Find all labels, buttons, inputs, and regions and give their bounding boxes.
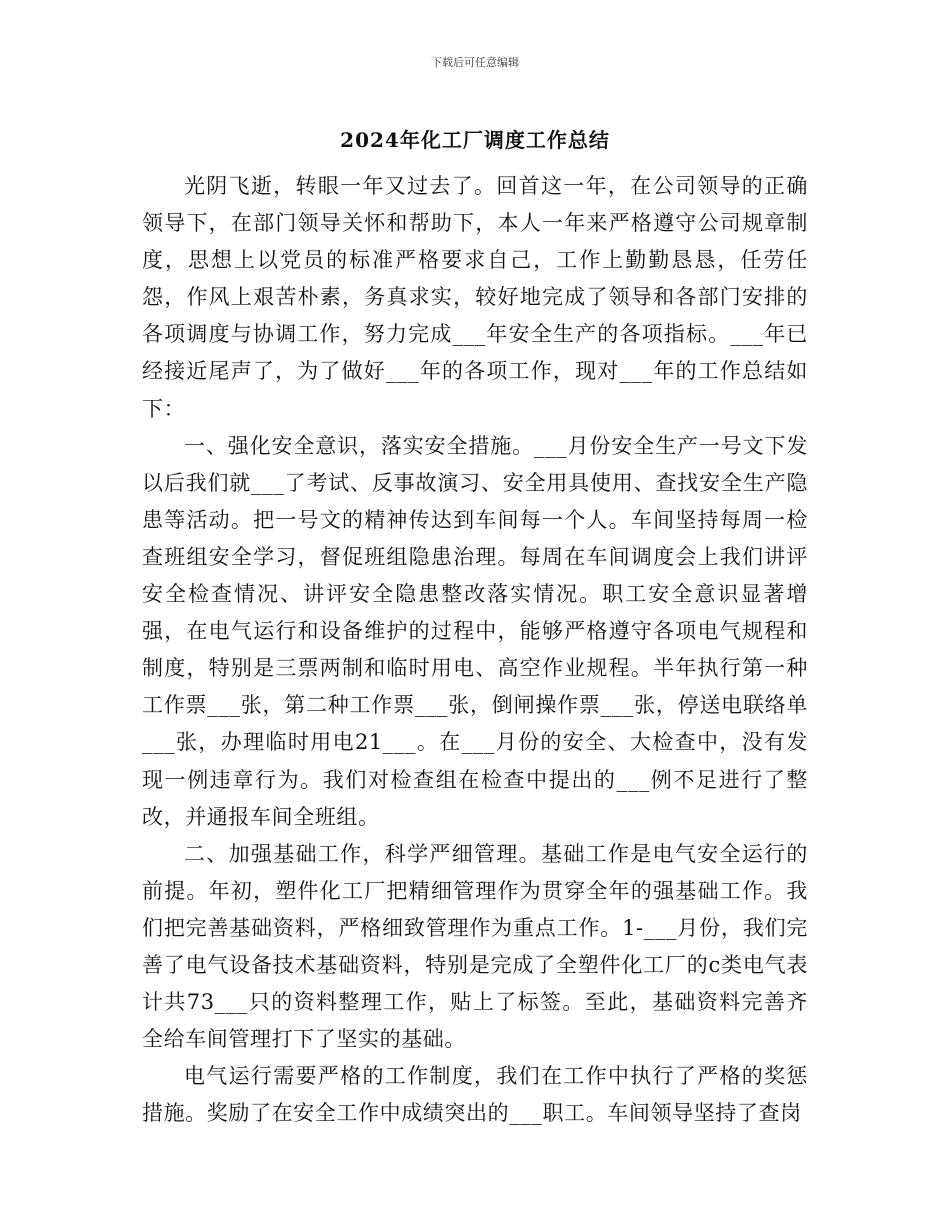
document-title: 2024年化工厂调度工作总结 xyxy=(340,128,610,152)
header-note: 下载后可任意编辑 xyxy=(431,56,519,69)
paragraph-rules: 电气运行需要严格的工作制度，我们在工作中执行了严格的奖惩措施。奖励了在安全工作中成绩突出的___职工。车间领导坚持了查岗 xyxy=(142,1064,808,1126)
document-body xyxy=(142,168,808,1132)
paragraph-safety: 一、强化安全意识，落实安全措施。___月份安全生产一号文下发以后我们就___了考试、反事故演习、安全用具使用、查找安全生产隐患等活动。把一号文的精神传达到车间每一个人。车间坚持每周一检查班组安全学习，督促班组隐患治理。每周在车间调度会上我们讲评安全检查情况、讲评安全隐患整改落实情况。职工安全意识显著增强，在电气运行和设备维护的过程中，能够严格遵守各项电气规程和制度，特别是三票两制和临时用电、高空作业规程。半年执行第一种工作票___张，第二种工作票___张，倒闸操作票___张，停送电联络单___张，办理临时用电21___。在___月份的安全、大检查中，没有发现一例违章行为。我们对检查组在检查中提出的___例不足进行了整改，并通报车间全班组。 xyxy=(142,433,808,829)
paragraph-intro: 光阴飞逝，转眼一年又过去了。回首这一年，在公司领导的正确领导下，在部门领导关怀和帮助下，本人一年来严格遵守公司规章制度，思想上以党员的标准严格要求自己，工作上勤勤恳恳，任劳任怨，作风上艰苦朴素，务真求实，较好地完成了领导和各部门安排的各项调度与协调工作，努力完成___年安全生产的各项指标。___年已经接近尾声了，为了做好___年的各项工作，现对___年的工作总结如下： xyxy=(142,174,808,421)
paragraph-foundation: 二、加强基础工作，科学严细管理。基础工作是电气安全运行的前提。年初，塑件化工厂把精细管理作为贯穿全年的强基础工作。我们把完善基础资料，严格细致管理作为重点工作。1-___月份，我们完善了电气设备技术基础资料，特别是完成了全塑件化工厂的c类电气表计共73___只的资料整理工作，贴上了标签。至此，基础资料完善齐全给车间管理打下了坚实的基础。 xyxy=(142,841,808,1052)
